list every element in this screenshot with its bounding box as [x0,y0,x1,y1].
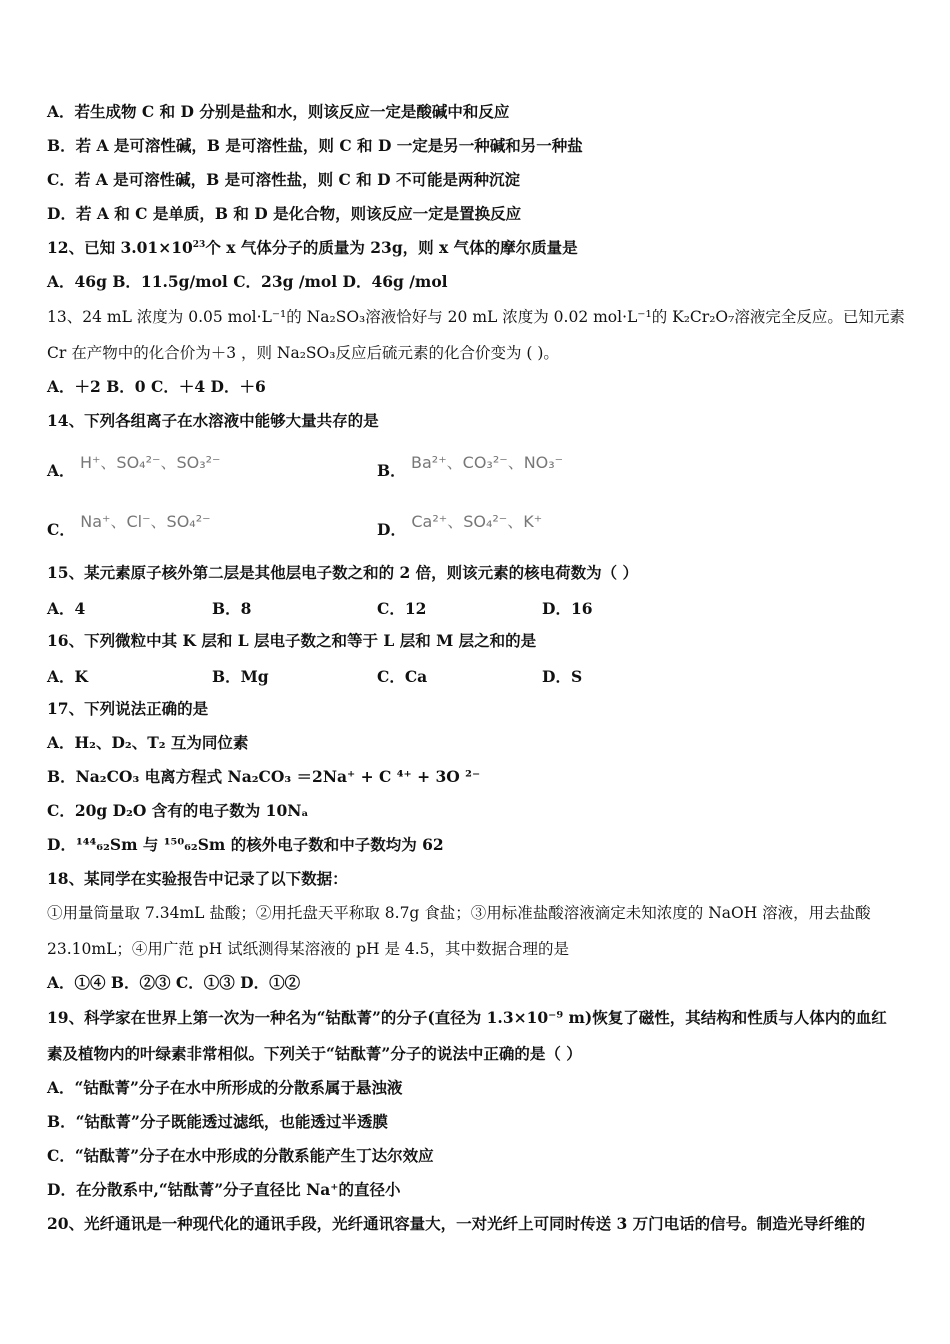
q18-stem: 18、某同学在实验报告中记录了以下数据： [47,869,348,888]
q14-stem: 14、下列各组离子在水溶液中能够大量共存的是 [47,411,379,430]
q15-stem: 15、某元素原子核外第二层是其他层电子数之和的 2 倍，则该元素的核电荷数为（ ） [47,563,639,582]
q15-option-c: C．12 [377,599,427,618]
q19-option-a: A．“钴酞菁”分子在水中所形成的分散系属于悬浊液 [47,1078,403,1097]
q15-option-d: D．16 [542,599,593,618]
q13-stem-line1: 13、24 mL 浓度为 0.05 mol·L⁻¹的 Na₂SO₃溶液恰好与 20 mL 浓度为 0.02 mol·L⁻¹的 K₂Cr₂O₇溶液完全反应。已知元素 [47,308,905,326]
q16-option-c: C．Ca [377,667,428,686]
q16-option-a: A．K [47,667,88,686]
q14-option-a [47,450,221,480]
q14-d-ions: Ca²⁺、SO₄²⁻、K⁺ [411,512,543,531]
q14-option-c [47,509,211,539]
q19-option-d: D．在分散系中,“钴酞菁”分子直径比 Na⁺的直径小 [47,1180,401,1199]
q15-option-a: A．4 [47,599,86,618]
q14-a-ions: H⁺、SO₄²⁻、SO₃²⁻ [79,453,221,472]
q17-option-c: C．20g D₂O 含有的电子数为 10Nₐ [47,801,309,820]
q11-option-d: D．若 A 和 C 是单质，B 和 D 是化合物，则该反应一定是置换反应 [47,204,522,223]
q15-option-b: B．8 [212,599,252,618]
q18-line2: 23.10mL；④用广范 pH 试纸测得某溶液的 pH 是 4.5，其中数据合理的是 [47,940,570,958]
q11-option-a: A．若生成物 C 和 D 分别是盐和水，则该反应一定是酸碱中和反应 [47,102,510,121]
q19-stem-line1: 19、科学家在世界上第一次为一种名为“钴酞菁”的分子(直径为 1.3×10⁻⁹ m)恢复了磁性，其结构和性质与人体内的血红 [47,1008,887,1027]
q19-option-b: B．“钴酞菁”分子既能透过滤纸，也能透过半透膜 [47,1112,388,1131]
q14-option-b [377,450,564,480]
q19-option-c: C．“钴酞菁”分子在水中形成的分散系能产生丁达尔效应 [47,1146,434,1165]
q16-option-b: B．Mg [212,667,269,686]
q18-line1: ①用量筒量取 7.34mL 盐酸；②用托盘天平称取 8.7g 食盐；③用标准盐酸溶液滴定未知浓度的 NaOH 溶液，用去盐酸 [47,904,871,922]
q16-stem: 16、下列微粒中其 K 层和 L 层电子数之和等于 L 层和 M 层之和的是 [47,631,537,650]
q14-b-label: B． [377,461,406,480]
q17-option-b: B．Na₂CO₃ 电离方程式 Na₂CO₃ ＝2Na⁺ + C ⁴⁺ + 3O ²⁻ [47,767,481,786]
q13-stem-line2: Cr 在产物中的化合价为＋3 ，则 Na₂SO₃反应后硫元素的化合价变为 ( )。 [47,344,559,362]
q14-c-label: C． [47,520,75,539]
q19-stem-line2: 素及植物内的叶绿素非常相似。下列关于“钴酞菁”分子的说法中正确的是（ ） [47,1044,582,1063]
q14-a-label: A． [47,461,75,480]
q14-d-label: D． [377,520,406,539]
q16-option-d: D．S [542,667,583,686]
q14-option-d [377,509,543,539]
q17-stem: 17、下列说法正确的是 [47,699,209,718]
q18-options: A．①④ B．②③ C．①③ D．①② [47,973,301,992]
q11-option-b: B．若 A 是可溶性碱，B 是可溶性盐，则 C 和 D 一定是另一种碱和另一种盐 [47,136,583,155]
q12-options: A．46g B．11.5g/mol C．23g /mol D．46g /mol [47,272,448,291]
q17-option-d: D．¹⁴⁴₆₂Sm 与 ¹⁵⁰₆₂Sm 的核外电子数和中子数均为 62 [47,835,444,854]
q14-c-ions: Na⁺、Cl⁻、SO₄²⁻ [80,512,211,531]
q12-stem: 12、已知 $3.01\times 10^{23}$个 x 气体分子的质量为 23g，则 x 气体的摩尔质量是 [47,238,578,257]
q17-option-a: A．H₂、D₂、T₂ 互为同位素 [47,733,249,752]
q20-stem-line1: 20、光纤通讯是一种现代化的通讯手段，光纤通讯容量大，一对光纤上可同时传送 3 万门电话的信号。制造光导纤维的 [47,1214,866,1233]
q13-options: A．＋2 B．0 C．＋4 D．＋6 [47,377,266,396]
q14-b-ions: Ba²⁺、CO₃²⁻、NO₃⁻ [411,453,564,472]
q11-option-c: C．若 A 是可溶性碱，B 是可溶性盐，则 C 和 D 不可能是两种沉淀 [47,170,521,189]
